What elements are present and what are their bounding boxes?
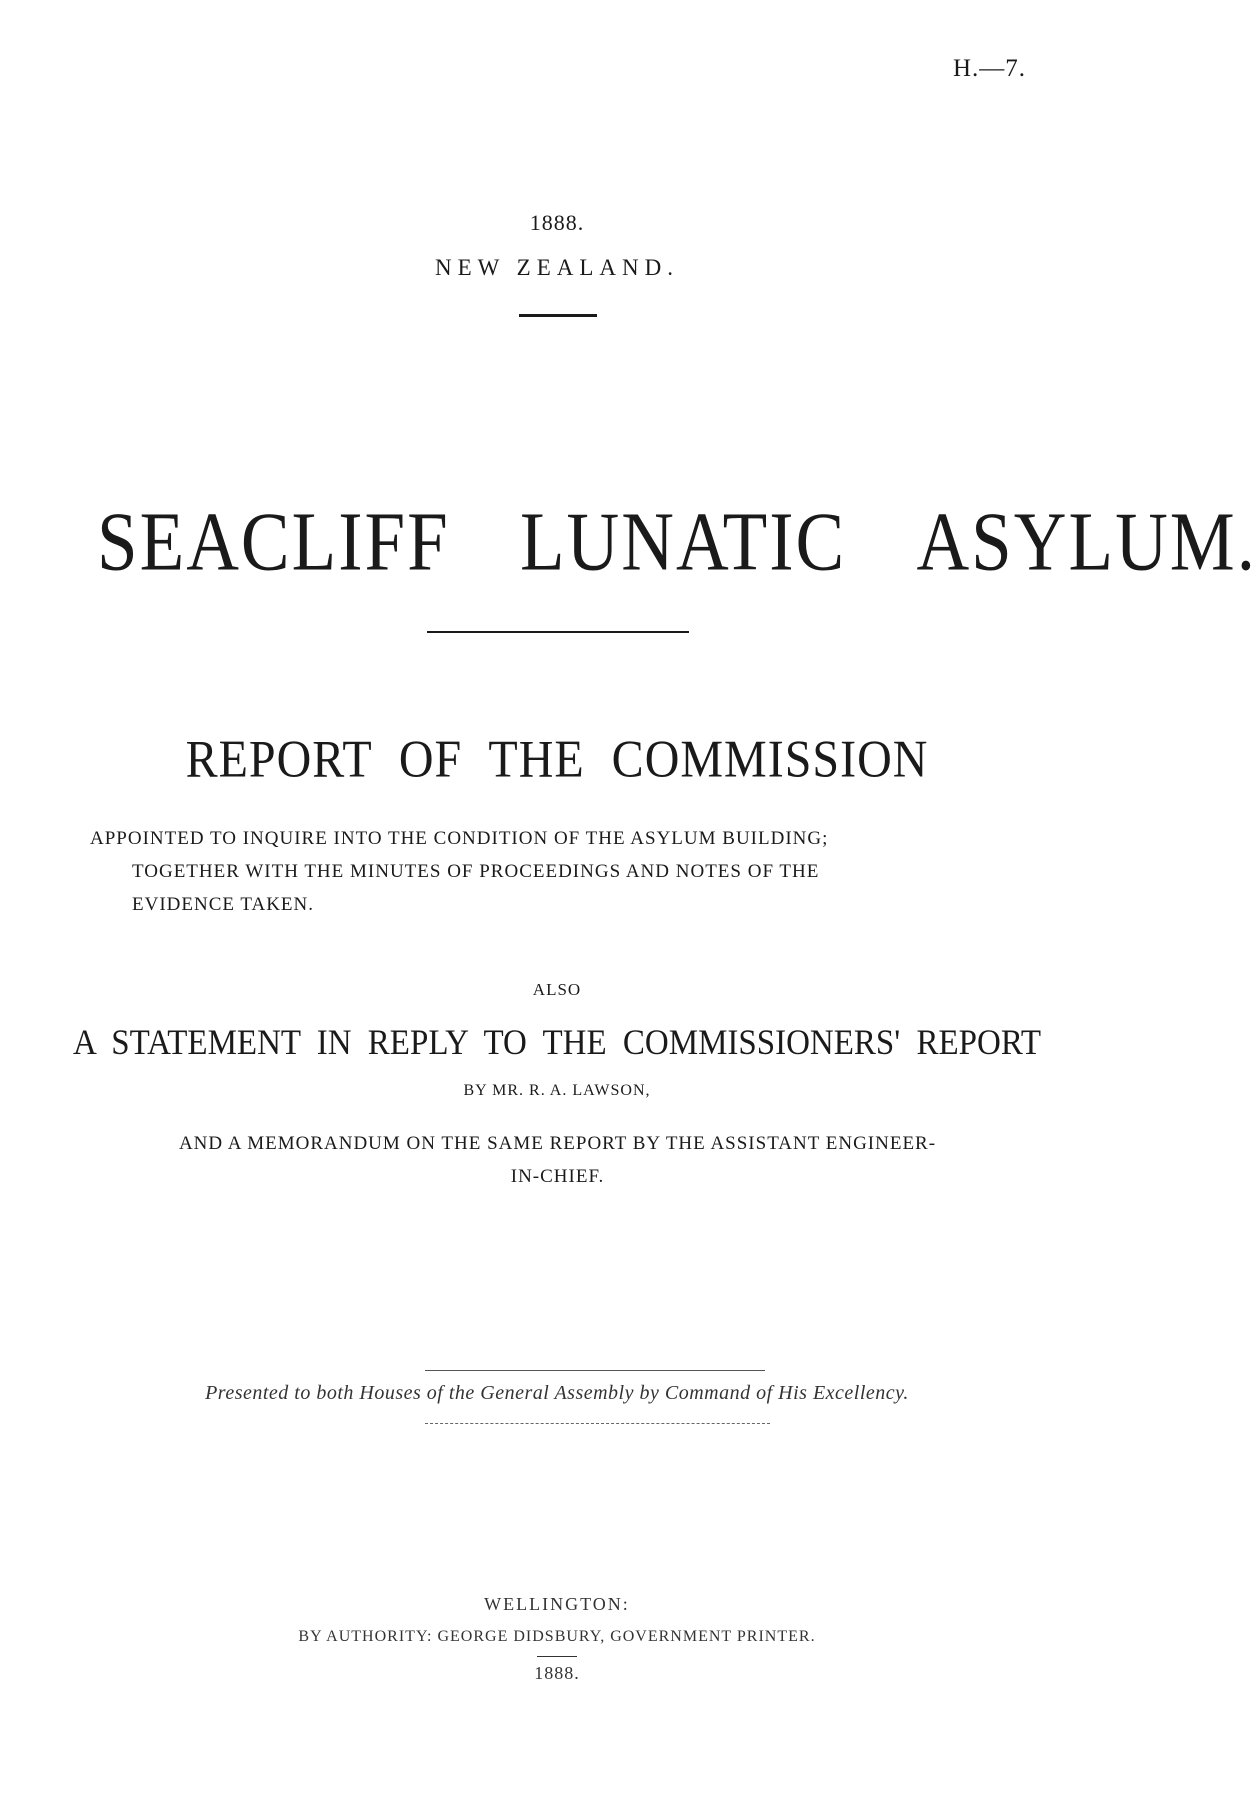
statement-heading: A STATEMENT IN REPLY TO THE COMMISSIONERS' REPORT [72, 1023, 1042, 1063]
memorandum-line: AND A MEMORANDUM ON THE SAME REPORT BY THE ASSISTANT ENGINEER- [178, 1133, 937, 1154]
title-word: ASYLUM. [916, 494, 1257, 588]
memorandum-text [85, 1127, 1030, 1193]
publication-year: 1888. [529, 210, 585, 235]
imprint-place: WELLINGTON: [484, 1594, 630, 1614]
report-description [90, 822, 1024, 921]
document-reference: H.—7. [952, 55, 1026, 82]
title-word: LUNATIC [519, 494, 847, 588]
divider-presented-top [425, 1370, 765, 1371]
divider-title [427, 631, 689, 633]
divider-imprint [537, 1656, 577, 1657]
report-subtitle: REPORT OF THE COMMISSION [185, 730, 929, 789]
presented-note: Presented to both Houses of the General Assembly by Command of His Excellency. [205, 1382, 909, 1404]
statement-author: BY MR. R. A. LAWSON, [463, 1082, 651, 1099]
title-word: SEACLIFF [97, 494, 450, 588]
main-title [97, 494, 1257, 591]
country-heading: NEW ZEALAND. [434, 255, 680, 280]
memorandum-line: IN-CHIEF. [510, 1166, 605, 1187]
description-line: TOGETHER WITH THE MINUTES OF PROCEEDINGS AND NOTES OF THE [132, 861, 820, 882]
description-line: APPOINTED TO INQUIRE INTO THE CONDITION OF THE ASYLUM BUILDING; [90, 828, 829, 849]
description-line: EVIDENCE TAKEN. [132, 894, 314, 915]
imprint-printer: BY AUTHORITY: GEORGE DIDSBURY, GOVERNMENT PRINTER. [298, 1628, 816, 1645]
divider-presented-bottom [425, 1423, 770, 1424]
also-label: ALSO [532, 980, 582, 999]
imprint-year: 1888. [534, 1663, 580, 1683]
divider-short [519, 314, 597, 317]
